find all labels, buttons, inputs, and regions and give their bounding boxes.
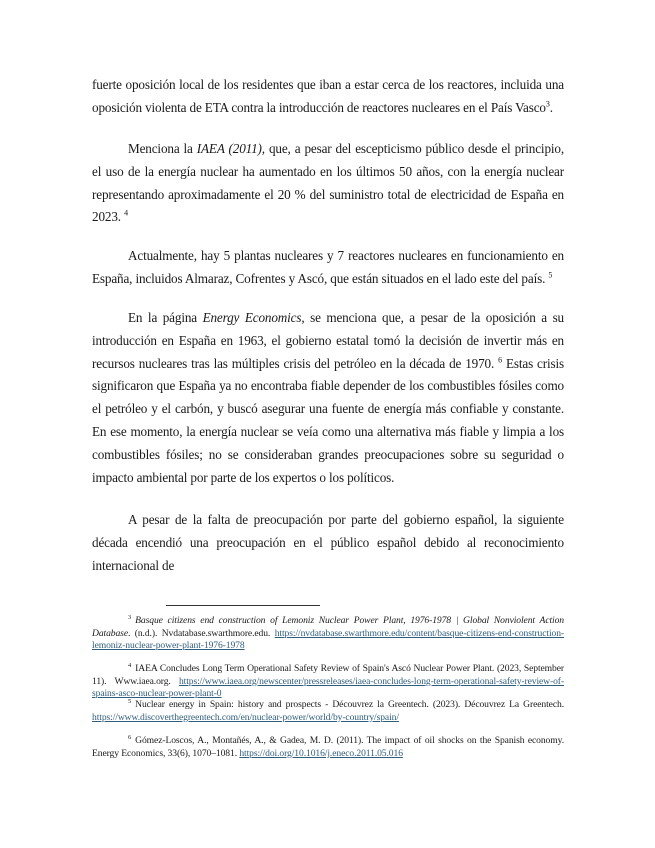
body-paragraph: En la página Energy Economics, se menciona que, a pesar de la oposición a su introducción en España en 1963, el gobierno estatal tomó la decisión de invertir más en recursos nucleares tras las múltiples crisis del petróleo en la década de 1970. $^6$ Estas crisis significaron que España ya no encontraba fiable depender de los combustibles fósiles como el petróleo y el carbón, y buscó asegurar una fuente de energía más confiable y constante. En ese momento, la energía nuclear se veía como una alternativa más fiable y limpia a los combustibles fósiles; no se consideraban grandes preocupaciones sobre su seguridad o impacto ambiental por parte de los expertos o los políticos. — [92, 310, 564, 485]
footnote-ref[interactable]: 6 — [498, 355, 502, 365]
footnote-separator — [166, 605, 320, 606]
footnote: $^5$ Nuclear energy in Spain: history and prospects - Découvrez la Greentech. (2023). Découvrez La Greentech. https://www.discoverthegreentech.com/en/nuclear-power/world/by-country/spain/ — [92, 697, 564, 723]
footnote: $^6$ Gómez-Loscos, A., Montañés, A., & Gadea, M. D. (2011). The impact of oil shocks on the Spanish economy. Energy Economics, 33(6), 1070–1081. https://doi.org/10.1016/j.eneco.2011.05.016 — [92, 733, 564, 759]
footnote-ref[interactable]: 4 — [124, 209, 128, 218]
footnote-link[interactable]: https://doi.org/10.1016/j.eneco.2011.05.016 — [239, 747, 403, 759]
footnote-number: 6 — [128, 733, 132, 741]
footnote-ref[interactable]: 3 — [545, 99, 550, 109]
body-paragraph: A pesar de la falta de preocupación por parte del gobierno español, la siguiente década encendió una preocupación en el público español debido al reconocimiento internacional de — [92, 512, 564, 573]
body-paragraph: Actualmente, hay 5 plantas nucleares y 7 reactores nucleares en funcionamiento en España, incluidos Almaraz, Cofrentes y Ascó, que están situados en el lado este del país. $^5$ — [92, 248, 564, 286]
footnote: $^4$ IAEA Concludes Long Term Operational Safety Review of Spain's Ascó Nuclear Power Plant. (2023, September 11). Www.iaea.org. https://www.iaea.org/newscenter/pressreleases/iaea-concludes-long-term-operational-safety-review-of-spains-asco-nuclear-power-plant-0 — [92, 661, 564, 700]
footnote-number: 4 — [128, 661, 132, 669]
footnote-link[interactable]: https://nvdatabase.swarthmore.edu/content/basque-citizens-end-construction-lemoniz-nuclear-power-plant-1976-1978 — [92, 627, 564, 652]
footnote-number: 3 — [128, 613, 132, 621]
body-paragraph: fuerte oposición local de los residentes que iban a estar cerca de los reactores, incluida una oposición violenta de ETA contra la introducción de reactores nucleares en el País Vasco$^3$. — [92, 77, 564, 115]
footnote-ref[interactable]: 5 — [548, 270, 553, 280]
footnote-link[interactable]: https://www.iaea.org/newscenter/pressreleases/iaea-concludes-long-term-operational-safety-review-of-spains-asco-nuclear-power-plant-0 — [92, 675, 564, 700]
footnote: $^3$ Basque citizens end construction of Lemoniz Nuclear Power Plant, 1976-1978 | Global Nonviolent Action Database. (n.d.). Nvdatabase.swarthmore.edu. https://nvdatabase.swarthmore.edu/content/basque-citizens-end-construction-lemoniz-nuclear-power-plant-1976-1978 — [92, 613, 564, 652]
footnote-link[interactable]: https://www.discoverthegreentech.com/en/nuclear-power/world/by-country/spain/ — [92, 711, 399, 723]
footnote-number: 5 — [128, 697, 132, 705]
body-paragraph: Menciona la IAEA (2011), que, a pesar del escepticismo público desde el principio, el uso de la energía nuclear ha aumentado en los últimos 50 años, con la energía nuclear representando aproximadamente el 20 % del suministro total de electricidad de España en 2023. $^4$ — [92, 141, 564, 225]
